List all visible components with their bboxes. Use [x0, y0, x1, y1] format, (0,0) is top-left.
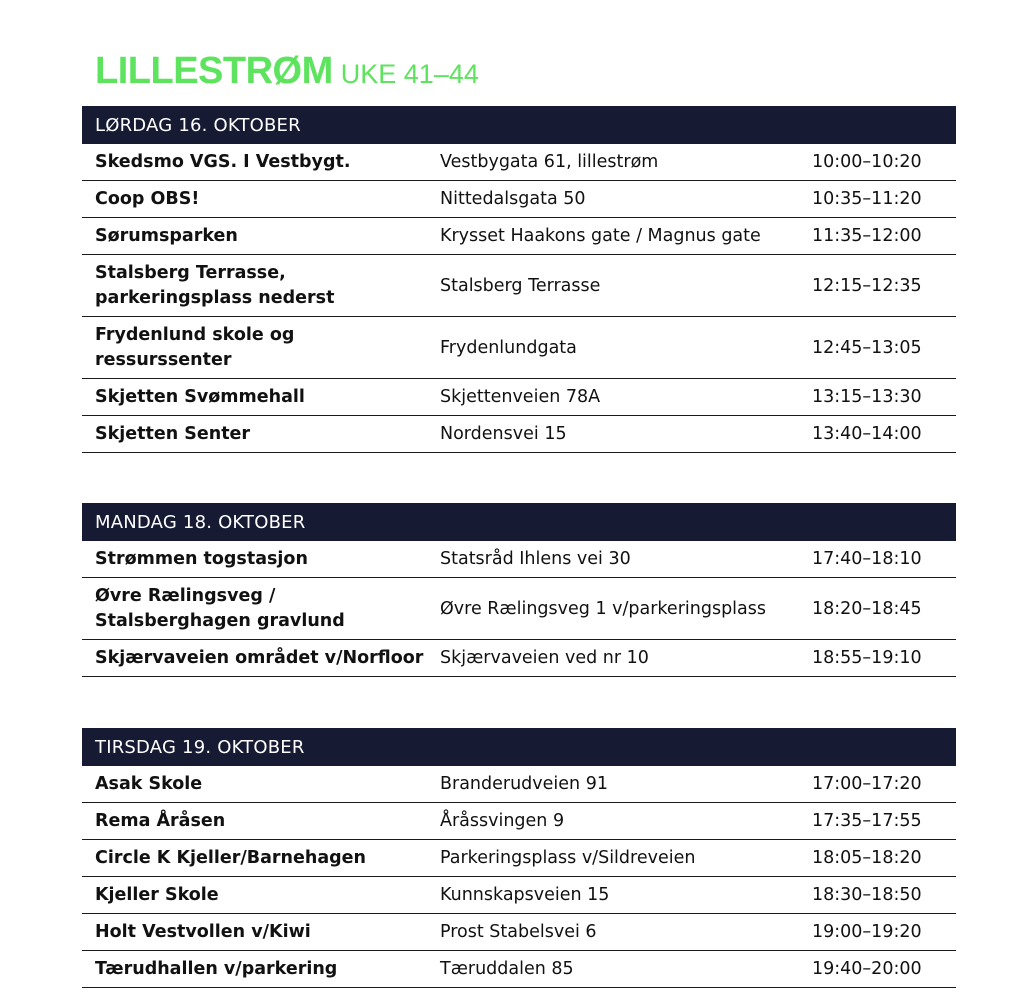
location-name: Skjærvaveien området v/Norfloor	[95, 647, 424, 668]
table-row	[82, 803, 956, 840]
location-name: Skjetten Senter	[95, 423, 251, 444]
table-row	[82, 218, 956, 255]
location-address: Krysset Haakons gate / Magnus gate	[440, 226, 761, 246]
day-header: TIRSDAG 19. OKTOBER	[82, 728, 956, 766]
location-name: Tærudhallen v/parkering	[95, 958, 338, 979]
day-section	[82, 106, 956, 453]
table-row	[82, 766, 956, 803]
time-range: 12:45–13:05	[812, 337, 922, 358]
title-main: LILLESTRØM	[95, 50, 333, 92]
table-row	[82, 914, 956, 951]
location-address: Frydenlundgata	[440, 337, 577, 358]
time-range: 18:20–18:45	[812, 598, 922, 619]
table-row	[82, 541, 956, 578]
location-address: Kunnskapsveien 15	[440, 885, 610, 905]
table-row	[82, 877, 956, 914]
day-header: LØRDAG 16. OKTOBER	[82, 106, 956, 144]
time-range: 10:35–11:20	[812, 189, 922, 209]
location-name: Skjetten Svømmehall	[95, 386, 305, 407]
location-address: Skjettenveien 78A	[440, 387, 601, 407]
time-range: 19:00–19:20	[812, 922, 922, 942]
location-name: Holt Vestvollen v/Kiwi	[95, 921, 311, 942]
table-row	[82, 578, 956, 640]
table-row	[82, 181, 956, 218]
table-row	[82, 255, 956, 317]
location-name: Strømmen togstasjon	[95, 548, 308, 569]
location-name: Øvre Rælingsveg / Stalsberghagen gravlund	[95, 585, 345, 631]
time-range: 13:15–13:30	[812, 387, 922, 407]
table-row	[82, 840, 956, 877]
location-address: Stalsberg Terrasse	[440, 275, 601, 296]
location-address: Vestbygata 61, lillestrøm	[440, 152, 659, 172]
page-title	[95, 52, 479, 90]
time-range: 19:40–20:00	[812, 959, 922, 979]
day-header: MANDAG 18. OKTOBER	[82, 503, 956, 541]
location-name: Kjeller Skole	[95, 884, 219, 905]
time-range: 13:40–14:00	[812, 424, 922, 444]
table-row	[82, 317, 956, 379]
location-address: Statsråd Ihlens vei 30	[440, 549, 631, 569]
location-address: Prost Stabelsvei 6	[440, 922, 597, 942]
location-address: Skjærvaveien ved nr 10	[440, 648, 649, 668]
table-row	[82, 379, 956, 416]
table-row	[82, 144, 956, 181]
time-range: 18:55–19:10	[812, 648, 922, 668]
location-name: Sørumsparken	[95, 225, 238, 246]
location-address: Tæruddalen 85	[440, 959, 574, 979]
day-section	[82, 503, 956, 677]
time-range: 18:30–18:50	[812, 885, 922, 905]
table-row	[82, 640, 956, 677]
time-range: 18:05–18:20	[812, 848, 922, 868]
location-name: Skedsmo VGS. I Vestbygt.	[95, 151, 351, 172]
table-row	[82, 951, 956, 988]
time-range: 12:15–12:35	[812, 275, 922, 296]
location-name: Stalsberg Terrasse, parkeringsplass nederst	[95, 262, 335, 308]
time-range: 17:35–17:55	[812, 811, 922, 831]
time-range: 10:00–10:20	[812, 152, 922, 172]
location-address: Parkeringsplass v/Sildreveien	[440, 848, 696, 868]
time-range: 11:35–12:00	[812, 226, 922, 246]
location-address: Nordensvei 15	[440, 424, 567, 444]
time-range: 17:40–18:10	[812, 549, 922, 569]
location-name: Frydenlund skole og ressurssenter	[95, 324, 295, 370]
location-address: Nittedalsgata 50	[440, 189, 586, 209]
title-subtitle: UKE 41–44	[340, 59, 479, 89]
location-name: Coop OBS!	[95, 188, 200, 209]
location-address: Øvre Rælingsveg 1 v/parkeringsplass	[440, 598, 767, 619]
location-name: Asak Skole	[95, 773, 203, 794]
location-name: Circle K Kjeller/Barnehagen	[95, 847, 367, 868]
time-range: 17:00–17:20	[812, 774, 922, 794]
location-address: Branderudveien 91	[440, 774, 608, 794]
table-row	[82, 416, 956, 453]
day-section	[82, 728, 956, 988]
location-name: Rema Åråsen	[95, 810, 226, 831]
location-address: Åråssvingen 9	[440, 811, 565, 831]
